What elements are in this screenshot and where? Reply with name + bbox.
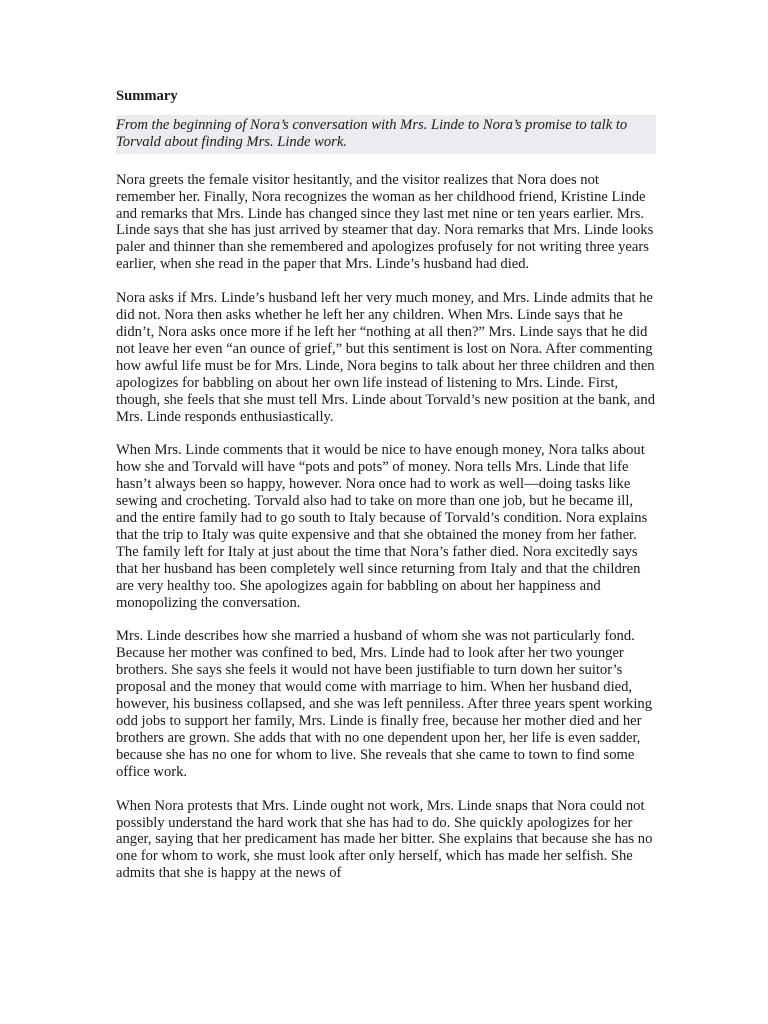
paragraph-3: When Mrs. Linde comments that it would be nice to have enough money, Nora talks about how she and Torvald will have “pots and pots” of money. Nora tells Mrs. Linde that life hasn’t always been so happy, however. Nora once had to work as well—doing tasks like sewing and crocheting. Torvald also had to take on more than one job, but he became ill, and the entire family had to go south to Italy because of Torvald’s condition. Nora explains that the trip to Italy was quite expensive and that she obtained the money from her father. The family left for Italy at just about the time that Nora’s father died. Nora excitedly says that her husband has been completely well since returning from Italy and that the children are very healthy too. She apologizes again for babbling on about her happiness and monopolizing the conversation. xyxy=(116,442,648,611)
paragraph-2: Nora asks if Mrs. Linde’s husband left her very much money, and Mrs. Linde admits that he did not. Nora then asks whether he left her any children. When Mrs. Linde says that he didn’t, Nora asks once more if he left her “nothing at all then?” Mrs. Linde says that he did not leave her even “an ounce of grief,” but this sentiment is lost on Nora. After commenting how awful life must be for Mrs. Linde, Nora begins to talk about her three children and then apologizes for babbling on about her own life instead of listening to Mrs. Linde. First, though, she feels that she must tell Mrs. Linde about Torvald’s new position at the bank, and Mrs. Linde responds enthusiastically. xyxy=(116,290,655,425)
document-page xyxy=(116,88,656,899)
section-subtitle: From the beginning of Nora’s conversation with Mrs. Linde to Nora’s promise to talk to Torvald about finding Mrs. Linde work. xyxy=(116,115,656,154)
paragraph-4: Mrs. Linde describes how she married a husband of whom she was not particularly fond. Because her mother was confined to bed, Mrs. Linde had to look after her two younger brothers. She says she feels it would not have been justifiable to turn down her suitor’s proposal and the money that would come with marriage to him. When her husband died, however, his business collapsed, and she was left penniless. After three years spent working odd jobs to support her family, Mrs. Linde is finally free, because her mother died and her brothers are grown. She adds that with no one dependent upon her, her life is even sadder, because she has no one for whom to live. She reveals that she came to town to find some office work. xyxy=(116,628,653,780)
paragraph-5: When Nora protests that Mrs. Linde ought not work, Mrs. Linde snaps that Nora could not possibly understand the hard work that she has had to do. She quickly apologizes for her anger, saying that her predicament has made her bitter. She explains that because she has no one for whom to work, she must look after only herself, which has made her selfish. She admits that she is happy at the news of xyxy=(116,797,653,882)
section-heading: Summary xyxy=(116,88,178,104)
paragraph-1: Nora greets the female visitor hesitantly, and the visitor realizes that Nora does not remember her. Finally, Nora recognizes the woman as her childhood friend, Kristine Linde and remarks that Mrs. Linde has changed since they last met nine or ten years earlier. Mrs. Linde says that she has just arrived by steamer that day. Nora remarks that Mrs. Linde looks paler and thinner than she remembered and apologizes profusely for not writing three years earlier, when she read in the paper that Mrs. Linde’s husband had died. xyxy=(116,171,654,273)
